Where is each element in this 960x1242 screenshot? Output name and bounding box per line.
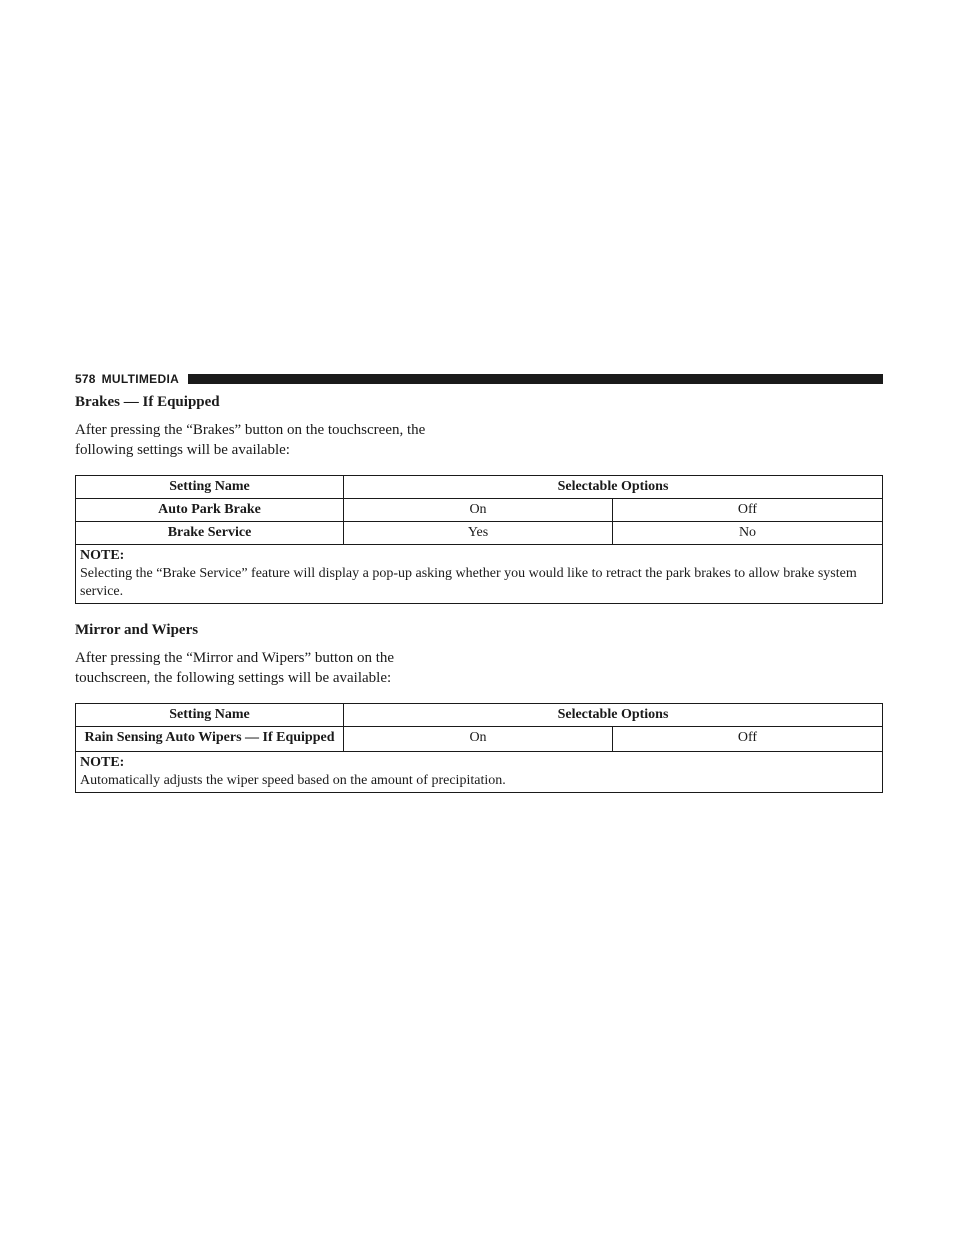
table-header-row: [76, 476, 883, 499]
table-row: [76, 522, 883, 545]
option-cell: Yes: [344, 522, 613, 545]
note-label: NOTE:: [80, 755, 125, 770]
col-setting-name: Setting Name: [76, 476, 344, 499]
mirror-settings-table: [75, 703, 883, 793]
note-row: [76, 545, 883, 604]
option-cell: Off: [613, 727, 883, 752]
note-cell: [76, 752, 883, 793]
mirror-intro-block: [75, 648, 883, 688]
col-selectable-options: Selectable Options: [344, 476, 883, 499]
header-rule: [188, 374, 883, 384]
col-selectable-options: Selectable Options: [344, 704, 883, 727]
brakes-settings-table: [75, 475, 883, 604]
brakes-intro-block: [75, 420, 883, 460]
page-number: 578: [75, 372, 96, 386]
note-cell: [76, 545, 883, 604]
section-name: MULTIMEDIA: [101, 372, 180, 386]
note-row: [76, 752, 883, 793]
note-text: Automatically adjusts the wiper speed based on the amount of precipitation.: [80, 773, 506, 788]
brakes-section: [75, 392, 883, 412]
option-cell: On: [344, 727, 613, 752]
option-cell: Off: [613, 499, 883, 522]
note-label: NOTE:: [80, 548, 125, 563]
option-cell: On: [344, 499, 613, 522]
mirror-title: Mirror and Wipers: [75, 622, 199, 638]
brakes-title: Brakes — If Equipped: [75, 394, 220, 410]
col-setting-name: Setting Name: [76, 704, 344, 727]
option-cell: No: [613, 522, 883, 545]
mirror-intro: After pressing the “Mirror and Wipers” button on the touchscreen, the following settings will be available:: [75, 650, 395, 686]
table-header-row: [76, 704, 883, 727]
setting-name: Auto Park Brake: [76, 499, 344, 522]
note-text: Selecting the “Brake Service” feature will display a pop-up asking whether you would like to retract the park brakes to allow brake system service.: [80, 566, 857, 599]
table-row: [76, 499, 883, 522]
table-row: [76, 727, 883, 752]
mirror-section: [75, 620, 883, 640]
page-header: [75, 372, 883, 386]
setting-name: Brake Service: [76, 522, 344, 545]
setting-name: Rain Sensing Auto Wipers — If Equipped: [76, 727, 344, 752]
brakes-intro: After pressing the “Brakes” button on the touchscreen, the following settings will be available:: [75, 422, 426, 458]
